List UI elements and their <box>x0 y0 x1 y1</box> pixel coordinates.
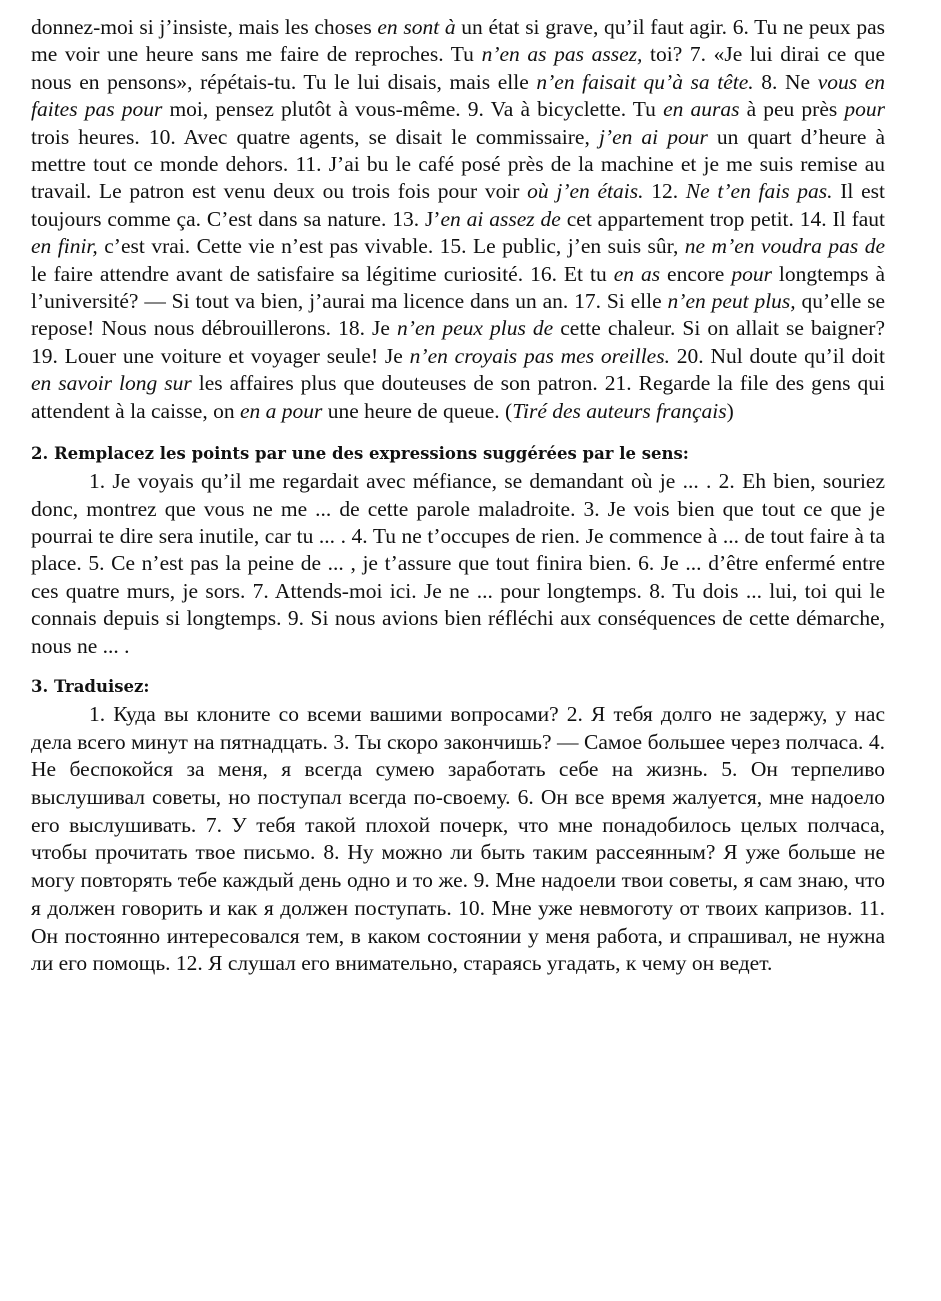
italic-expression: en sont à <box>377 15 456 39</box>
text-run: un quart d’heure à mettre tout ce monde dehors. 11. J’ai bu le café posé près de la machine et je me suis remise au travail. Le patron est venu deux ou trois fois pour voir <box>31 124 885 204</box>
exercise-1-continuation-paragraph <box>31 14 885 425</box>
italic-expression: pour <box>844 97 885 122</box>
text-run: cet appartement trop petit. 14. Il faut <box>560 206 885 231</box>
italic-expression: j’en ai pour <box>598 124 708 149</box>
exercise-2-paragraph: 1. Je voyais qu’il me regardait avec méfiance, se demandant où je ... . 2. Eh bien, souriez donc, montrez que vous ne me ... de cette parole maladroite. 3. Je vois bien que tout ce que je pourrai te dire sera inutile, car tu ... . 4. Tu ne t’occupes de rien. Je commence à ... de tout faire à ta place. 5. Ce n’est pas la peine de ... , je t’assure que tout finira bien. 6. Je ... d’être enfermé entre ces quatre murs, je sors. 7. Attends-moi ici. Je ne ... pour longtemps. 8. Tu dois ... lui, toi qui le connais depuis si longtemps. 9. Si nous avions bien réfléchi aux conséquences de cette démarche, nous ne ... . <box>31 469 885 658</box>
italic-expression: n’en as pas assez, <box>481 42 643 67</box>
text-run: 12. <box>643 179 686 204</box>
italic-expression: en ai assez de <box>440 206 561 231</box>
text-run: donnez-moi si j’insiste, mais les choses <box>31 15 378 39</box>
text-run: à peu près <box>739 97 845 122</box>
text-run: encore <box>660 261 732 286</box>
text-run: c’est vrai. Cette vie n’est pas vivable. 15. Le public, j’en suis sûr, <box>97 234 685 259</box>
italic-expression: n’en peux plus de <box>397 316 554 341</box>
text-run: ) <box>726 398 734 423</box>
text-run: qu’elle se repose! Nous nous débrouillerons. 18. Je <box>31 289 886 341</box>
italic-expression: Ne t’en fais pas. <box>685 179 833 204</box>
text-run: trois heures. 10. Avec quatre agents, se disait le commissaire, <box>31 124 599 149</box>
italic-expression: pour <box>731 261 772 286</box>
italic-expression: en a pour <box>239 398 323 423</box>
text-run: Il est toujours comme ça. C’est dans sa nature. 13. J’ <box>31 179 885 231</box>
italic-expression: en as <box>613 261 661 286</box>
italic-expression: en savoir long sur <box>31 371 192 396</box>
text-run: cette chaleur. Si on allait se baigner? 19. Louer une voiture et voyager seule! Je <box>31 316 885 368</box>
text-run: 20. Nul doute qu’il doit <box>669 343 885 368</box>
italic-expression: n’en peut plus, <box>667 289 796 314</box>
exercise-3-paragraph: 1. Куда вы клоните со всеми вашими вопросами? 2. Я тебя долго не задержу, у нас дела всего минут на пятнадцать. 3. Ты скоро закончишь? — Самое большее через полчаса. 4. Не беспокойся за меня, я всегда сумею заработать себе на жизнь. 5. Он терпеливо выслушивал советы, но поступал всегда по-своему. 6. Он все время жалуется, мне надоело его выслушивать. 7. У тебя такой плохой почерк, что мне понадобилось целых полчаса, чтобы прочитать твое письмо. 8. Ну можно ли быть таким рассеянным? Я уже больше не могу повторять тебе каждый день одно и то же. 9. Мне надоели твои советы, я сам знаю, что я должен говорить и как я должен поступать. 10. Мне уже невмоготу от твоих капризов. 11. Он постоянно интересовался тем, в каком состоянии у меня работа, и спрашивал, не нужна ли его помощь. 12. Я слушал его внимательно, стараясь угадать, к чему он ведет. <box>31 701 885 976</box>
document-page <box>31 14 885 978</box>
italic-expression: Tiré des auteurs français <box>512 398 727 423</box>
exercise-3-heading: 3. Traduisez: <box>31 676 150 696</box>
text-run: le faire attendre avant de satisfaire sa légitime curiosité. 16. Et tu <box>31 261 614 286</box>
exercise-2-heading: 2. Remplacez les points par une des expressions suggérées par le sens: <box>31 444 689 464</box>
text-run: moi, pensez plutôt à vous-même. 9. Va à bicyclette. Tu <box>162 97 664 122</box>
italic-expression: vous en faites pas pour <box>31 69 885 122</box>
text-run: un état si grave, qu’il faut agir. 6. Tu ne peux pas me voir une heure sans me faire de reproches. Tu <box>31 15 886 67</box>
italic-expression: en auras <box>663 97 740 122</box>
italic-expression: en finir, <box>31 234 98 259</box>
italic-expression: n’en croyais pas mes oreilles. <box>409 343 670 368</box>
text-run: longtemps à l’université? — Si tout va bien, j’aurai ma licence dans un an. 17. Si elle <box>31 261 885 314</box>
italic-expression: où j’en étais. <box>527 179 644 204</box>
text-run: toi? 7. «Je lui dirai ce que nous en pensons», répétais-tu. Tu le lui disais, mais elle <box>31 42 885 94</box>
text-run: une heure de queue. ( <box>322 398 513 423</box>
italic-expression: n’en faisait qu’à sa tête. <box>536 69 754 94</box>
text-run: 8. Ne <box>753 69 818 94</box>
text-run: les affaires plus que douteuses de son patron. 21. Regarde la file des gens qui attendent à la caisse, on <box>31 371 886 423</box>
italic-expression: ne m’en voudra pas de <box>684 234 885 259</box>
